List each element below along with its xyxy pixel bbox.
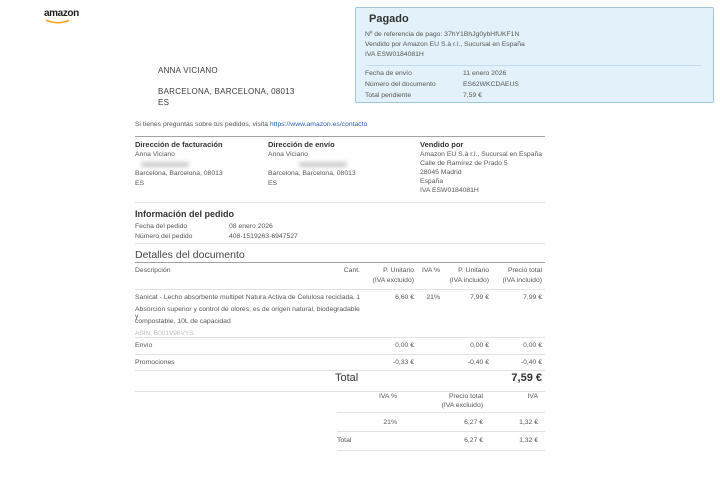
billing-name: Anna Viciano bbox=[135, 151, 175, 158]
seller-country: España bbox=[420, 178, 444, 185]
vat-header-pct: IVA % bbox=[378, 393, 397, 400]
item-total: 7,99 € bbox=[523, 294, 542, 301]
billing-city: Barcelona, Barcelona, 08013 bbox=[135, 170, 223, 177]
item-unit-incl: 7,99 € bbox=[470, 294, 489, 301]
order-date-value: 08 enero 2026 bbox=[229, 223, 273, 230]
shipping-total: 0,00 € bbox=[523, 342, 542, 349]
item-qty: 1 bbox=[356, 294, 360, 301]
seller-vat-number: IVA ESW0184081H bbox=[420, 187, 479, 194]
item-vat-pct: 21% bbox=[426, 294, 440, 301]
grand-total-value: 7,59 € bbox=[511, 372, 542, 384]
vat-header-vat: IVA bbox=[527, 393, 538, 400]
col-header-vat-pct: IVA % bbox=[421, 267, 440, 274]
amazon-logo-text: amazon bbox=[44, 8, 79, 19]
shipping-country: ES bbox=[268, 180, 278, 187]
ship-date-value: 11 enero 2026 bbox=[463, 70, 507, 77]
recipient-name: ANNA VICIANO bbox=[158, 66, 218, 75]
shipping-unit-incl: 0,00 € bbox=[470, 342, 489, 349]
vat-total-excl: 6,27 € bbox=[464, 437, 483, 444]
vat-row-excl: 6,27 € bbox=[464, 419, 483, 426]
section-divider-top bbox=[135, 136, 545, 137]
shipping-address-title: Dirección de envío bbox=[268, 140, 335, 149]
total-pending-label: Total pendiente bbox=[365, 92, 412, 99]
shipping-row-label: Envío bbox=[135, 342, 153, 349]
item-asin: ASIN: B001V96VYS bbox=[135, 330, 194, 337]
seller-city: 28045 Madrid bbox=[420, 169, 462, 176]
recipient-country: ES bbox=[158, 98, 170, 107]
payment-reference: Nº de referencia de pago: 37hY1BhJg0ybHfUKF1N bbox=[365, 31, 520, 38]
section-divider bbox=[135, 202, 545, 203]
col-header-description: Descripción bbox=[135, 267, 171, 274]
vat-header-excl-2: (IVA excluido) bbox=[441, 402, 483, 409]
vat-bottom-divider bbox=[337, 450, 545, 451]
recipient-address: BARCELONA, BARCELONA, 08013 bbox=[158, 87, 295, 96]
contact-link[interactable]: https://www.amazon.es/contacto bbox=[269, 121, 368, 128]
document-number-value: ES62WKCDAEUS bbox=[463, 81, 519, 88]
header-row-divider bbox=[135, 289, 545, 290]
promotions-unit-excl: -0,33 € bbox=[392, 359, 414, 366]
vat-total-vat: 1,32 € bbox=[519, 437, 538, 444]
vat-row-vat: 1,32 € bbox=[519, 419, 538, 426]
ship-date-label: Fecha de envío bbox=[365, 70, 412, 77]
promotions-row-label: Promociones bbox=[135, 359, 175, 366]
total-pending-value: 7,59 € bbox=[463, 92, 482, 99]
col-header-unit-incl: P. Unitario bbox=[458, 267, 489, 274]
grand-total-label: Total bbox=[335, 372, 359, 384]
details-title: Detalles del documento bbox=[135, 249, 245, 261]
grand-total-divider bbox=[135, 391, 545, 392]
document-number-label: Número del documento bbox=[365, 81, 436, 88]
billing-address-title: Dirección de facturación bbox=[135, 140, 223, 149]
seller-street: Calle de Ramírez de Prado 5 bbox=[420, 160, 508, 167]
item-description-line1: Sanicat - Lecho absorbente multipet Natura Activa de Celulosa reciclada. bbox=[135, 294, 355, 301]
col-header-unit-incl-2: (IVA incluido) bbox=[449, 277, 489, 284]
billing-redacted-street bbox=[141, 162, 189, 167]
promotions-total: -0,40 € bbox=[520, 359, 542, 366]
col-header-total: Precio total bbox=[507, 267, 542, 274]
seller-name: Amazon EU S.à r.l., Sucursal en España bbox=[420, 151, 543, 158]
order-number-value: 408-1519263-6947527 bbox=[229, 233, 298, 240]
details-title-divider bbox=[135, 262, 545, 263]
vat-total-label: Total bbox=[337, 437, 352, 444]
billing-country: ES bbox=[135, 180, 145, 187]
item-unit-excl: 6,60 € bbox=[395, 294, 414, 301]
shipping-name: Anna Viciano bbox=[268, 151, 308, 158]
item-description-line2: Absorción superior y control de olores, es de origen natural, biodegradable y bbox=[135, 306, 360, 320]
paid-sold-by: Vendido por Amazon EU S.à r.l., Sucursal en España bbox=[365, 41, 525, 48]
order-number-label: Número del pedido bbox=[135, 233, 193, 240]
promotions-row-divider bbox=[135, 370, 545, 371]
col-header-unit-excl: P. Unitario bbox=[383, 267, 414, 274]
vat-header-divider bbox=[337, 412, 545, 413]
paid-vat-number: IVA ESW0184081H bbox=[365, 51, 424, 58]
vat-row-divider bbox=[337, 431, 545, 432]
help-line bbox=[135, 121, 367, 128]
order-date-label: Fecha del pedido bbox=[135, 223, 188, 230]
order-info-divider bbox=[135, 243, 545, 244]
order-info-title: Información del pedido bbox=[135, 209, 235, 219]
shipping-city: Barcelona, Barcelona, 08013 bbox=[268, 170, 356, 177]
amazon-smile-icon bbox=[45, 19, 71, 25]
paid-box-divider bbox=[367, 65, 702, 66]
shipping-row-divider bbox=[135, 354, 545, 355]
item-row-divider bbox=[135, 337, 545, 338]
col-header-total-2: (IVA incluido) bbox=[502, 277, 542, 284]
shipping-redacted-street bbox=[299, 162, 347, 167]
paid-status-title: Pagado bbox=[369, 13, 409, 25]
shipping-unit-excl: 0,00 € bbox=[395, 342, 414, 349]
vat-row-pct: 21% bbox=[383, 419, 397, 426]
help-text: Si tienes preguntas sobre tus pedidos, visita bbox=[135, 121, 268, 128]
seller-title: Vendido por bbox=[420, 140, 464, 149]
promotions-unit-incl: -0,40 € bbox=[467, 359, 489, 366]
item-description-line3: compostable, 10L de capacidad bbox=[135, 318, 231, 325]
col-header-qty: Cant. bbox=[343, 267, 360, 274]
paid-summary-box bbox=[355, 7, 714, 103]
col-header-unit-excl-2: (IVA excluido) bbox=[372, 277, 414, 284]
vat-header-excl: Precio total bbox=[448, 393, 483, 400]
amazon-logo bbox=[44, 3, 79, 25]
